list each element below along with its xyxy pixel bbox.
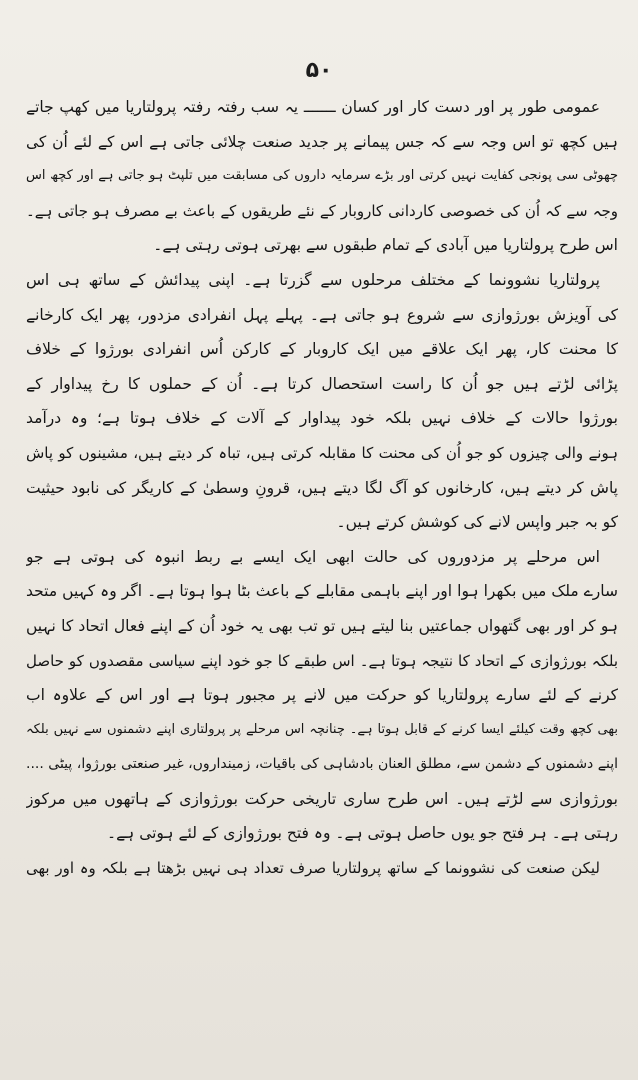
text-line: بھی کچھ وقت کیلئے ایسا کرنے کے قابل ہوتا ہے۔ چنانچہ اس مرحلے پر پرولتاری اپنے دشمنوں سے نہیں بلکہ: [26, 721, 618, 737]
text-line: بورژوازی سے لڑتے ہیں۔ اس طرح ساری تاریخی حرکت بورژوازی کے ہاتھوں میں مرکوز: [26, 789, 618, 808]
text-line: بورژوا حالات کے خلاف نہیں بلکہ خود پیداوار کے آلات کے خلاف ہوتا ہے؛ وہ درآمد: [26, 409, 618, 428]
text-line: اپنے دشمنوں کے دشمن سے، مطلق العنان بادشاہی کی باقیات، زمینداروں، غیر صنعتی بورژوا، پیٹی ....: [26, 756, 618, 773]
text-line: اس طرح پرولتاریا میں آبادی کے تمام طبقوں سے بھرتی ہوتی رہتی ہے۔: [153, 236, 618, 255]
text-line: عمومی طور پر اور دست کار اور کسان ـــــــ یہ سب رفتہ رفتہ پرولتاریا میں کھپ جاتے: [26, 98, 600, 116]
text-line: ہو کر اور بھی گتھواں جماعتیں بنا لیتے ہیں تو تب بھی یہ خود اُن کے اپنے فعال اتحاد کا نہیں: [26, 616, 618, 635]
text-line: کا محنت کار، پھر ایک علاقے میں ایک کاروبار کے کارکن اُس انفرادی بورژوا کے خلاف: [26, 340, 618, 359]
text-line: ہونے والی چیزوں کو جو اُن کی محنت کا مقابلہ کرتی ہیں، تباہ کر دیتے ہیں، مشینوں کو پاش: [26, 443, 618, 462]
text-line: چھوٹی سی پونجی کفایت نہیں کرتی اور بڑے سرمایہ داروں کی مسابقت میں تلپٹ ہو جاتی ہے اور کچھ اس: [26, 168, 618, 184]
text-line: پڑائی لڑتے ہیں جو اُن کا راست استحصال کرتا ہے۔ اُن کے حملوں کا رخ پیداوار کے: [26, 374, 618, 393]
urdu-text-block: [26, 90, 618, 886]
text-line: پاش کر دیتے ہیں، کارخانوں کو آگ لگا دیتے ہیں، قرونِ وسطیٰ کے کاریگر کی نابود حیثیت: [26, 478, 618, 497]
text-line: اس مرحلے پر مزدوروں کی حالت ابھی ایک ایسے بے ربط انبوہ کی ہوتی ہے جو: [26, 547, 600, 566]
text-line: وجہ سے کہ اُن کی خصوصی کاردانی کاروبار کے نئے طریقوں کے باعث بے مصرف ہو جاتی ہے۔: [26, 201, 618, 220]
text-line: کرنے کے لئے سارے پرولتاریا کو حرکت میں لانے پر مجبور ہوتا ہے اور اس کے علاوہ اب: [26, 686, 618, 705]
text-line: ہیں کچھ تو اس وجہ سے کہ جس پیمانے پر جدید صنعت چلائی جاتی ہے اس کے لئے اُن کی: [26, 132, 618, 151]
text-line: لیکن صنعت کی نشوونما کے ساتھ پرولتاریا صرف تعداد ہی نہیں بڑھتا ہے بلکہ وہ اور بھی: [26, 859, 600, 878]
text-line: رہتی ہے۔ ہر فتح جو یوں حاصل ہوتی ہے۔ وہ فتح بورژوازی کے لئے ہوتی ہے۔: [107, 824, 618, 843]
text-line: پرولتاریا نشوونما کے مختلف مرحلوں سے گزرتا ہے۔ اپنی پیدائش کے ساتھ ہی اس: [26, 270, 600, 289]
text-line: بلکہ بورژوازی کے اتحاد کا نتیجہ ہوتا ہے۔ اس طبقے کا جو خود اپنے سیاسی مقصدوں کو حاصل: [26, 651, 618, 670]
page-number: ۵۰: [305, 58, 333, 83]
text-line: سارے ملک میں بکھرا ہوا اور اپنے باہمی مقابلے کے باعث بٹا ہوا ہوتا ہے۔ اگر وہ کہیں متحد: [26, 582, 618, 601]
text-line: کو بہ جبر واپس لانے کی کوشش کرتے ہیں۔: [336, 513, 618, 532]
text-line: کی آویزش بورژوازی سے شروع ہو جاتی ہے۔ پہلے پہل انفرادی مزدور، پھر ایک کارخانے: [26, 305, 618, 324]
